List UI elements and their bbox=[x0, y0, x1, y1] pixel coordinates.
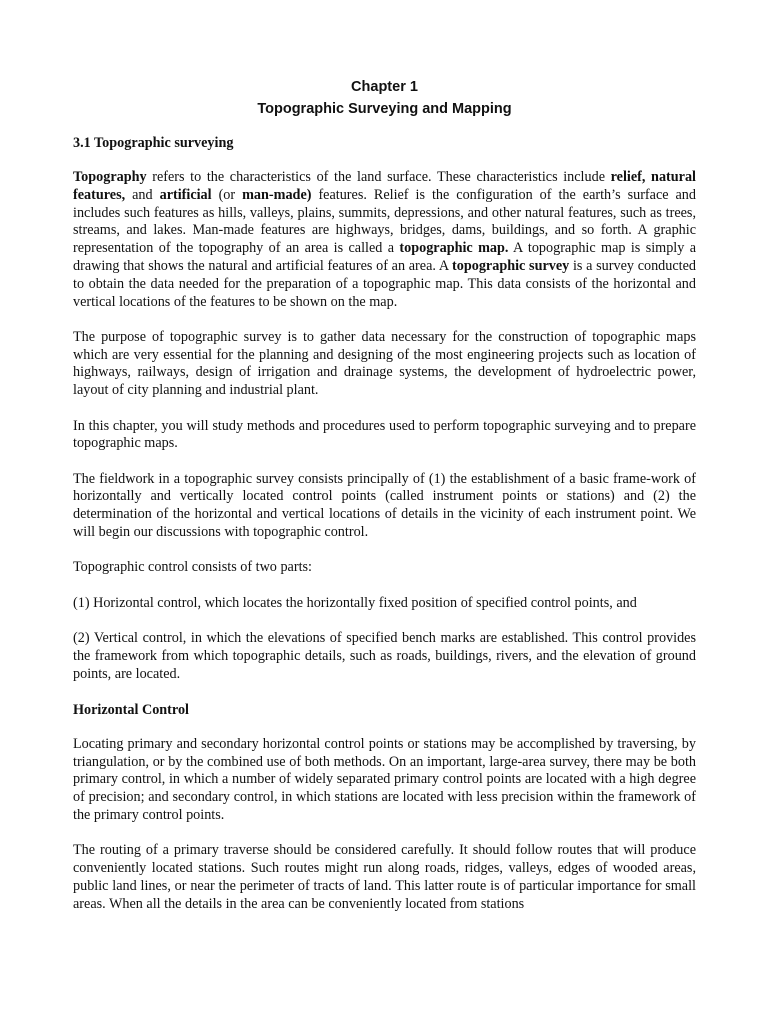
paragraph-purpose: The purpose of topographic survey is to gather data necessary for the construction of topographic maps which are very essential for the planning and designing of the most engineering projects such as location of highways, railways, design of irrigation and drainage systems, the development of hydroelectric power, layout of city planning and industrial plant. bbox=[73, 328, 696, 399]
chapter-header bbox=[73, 76, 696, 120]
term-relief-natural: relief, natural features, bbox=[73, 169, 696, 203]
paragraph-chapter-intro: In this chapter, you will study methods and procedures used to perform topographic surveying and to prepare topographic maps. bbox=[73, 417, 696, 452]
term-artificial: artificial bbox=[159, 186, 212, 203]
paragraph-topography: Topography refers to the characteristics of the land surface. These characteristics include relief, natural features, and artificial (or man-made) features. Relief is the configuration of the earth’s surface and includes such features as hills, valleys, plains, summits, depressions, and other natural features, such as trees, streams, and lakes. Man-made features are highways, bridges, dams, buildings, and so forth. A graphic representation of the topography of an area is called a topographic map. A topographic map is simply a drawing that shows the natural and artificial features of an area. A topographic survey is a survey conducted to obtain the data needed for the preparation of a topographic map. This data consists of the horizontal and vertical locations of the features to be shown on the map. bbox=[73, 169, 696, 310]
chapter-title: Topographic Surveying and Mapping bbox=[257, 101, 512, 117]
paragraph-vertical-control-item: (2) Vertical control, in which the elevations of specified bench marks are established. This control provides the framework from which topographic details, such as roads, buildings, rivers, and the elevation of ground points, are located. bbox=[73, 629, 696, 682]
paragraph-routing: The routing of a primary traverse should be considered carefully. It should follow routes that will produce conveniently located stations. Such routes might run along roads, ridges, valleys, edges of wooded areas, public land lines, or near the perimeter of tracts of land. This latter route is of particular importance for small areas. When all the details in the area can be conveniently located from stations bbox=[73, 842, 696, 912]
subheading-horizontal-control: Horizontal Control bbox=[73, 701, 189, 718]
paragraph-locating-points: Locating primary and secondary horizontal control points or stations may be accomplished by traversing, by triangulation, or by the combined use of both methods. On an important, large-area survey, there may be both primary control, in which a number of widely separated primary control points are located with a high degree of precision; and secondary control, in which stations are located with less precision within the framework of the primary control points. bbox=[73, 735, 696, 824]
chapter-number: Chapter 1 bbox=[351, 79, 418, 95]
term-topography: Topography bbox=[73, 169, 147, 185]
paragraph-fieldwork: The fieldwork in a topographic survey consists principally of (1) the establishment of a basic frame-work of horizontally and vertically located control points (called instrument points or stations) and (2) the determination of the horizontal and vertical locations of details in the vicinity of each instrument point. We will begin our discussions with topographic control. bbox=[73, 470, 696, 541]
paragraph-control-parts: Topographic control consists of two parts: bbox=[73, 559, 312, 576]
term-topographic-survey: topographic survey bbox=[452, 257, 570, 274]
term-topographic-map: topographic map. bbox=[399, 240, 509, 257]
term-man-made: man-made) bbox=[242, 186, 312, 203]
paragraph-horizontal-control-item: (1) Horizontal control, which locates the horizontally fixed position of specified control points, and bbox=[73, 594, 637, 611]
section-heading: 3.1 Topographic surveying bbox=[73, 135, 234, 151]
